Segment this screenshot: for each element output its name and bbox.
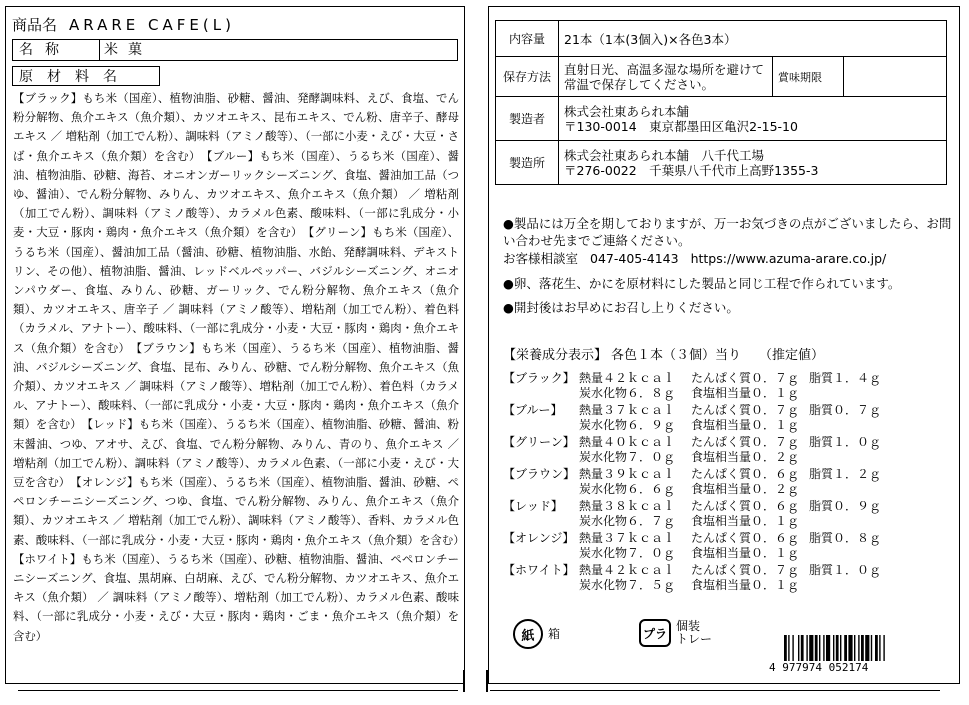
nutrition-col2	[691, 435, 809, 467]
barcode-bar	[788, 635, 789, 661]
barcode-bar	[801, 635, 804, 661]
paper-recycle-label: 箱	[548, 626, 561, 641]
nutrition-color: 【オレンジ】	[503, 531, 575, 545]
maker-name: 株式会社東あられ本舗	[564, 103, 690, 119]
contact-phone: 047-405-4143	[590, 250, 679, 266]
nutrition-serving: 各色１本（３個）当り	[611, 348, 742, 363]
nutrition-row	[503, 531, 943, 563]
barcode-bar	[865, 635, 869, 661]
barcode-bar	[823, 635, 824, 661]
nutrition-color: 【グリーン】	[503, 435, 575, 449]
ingredients-label: 原材料名	[12, 66, 160, 86]
content-value: 21本（1本(3個入)×各色3本）	[559, 21, 947, 57]
nutrition-row	[503, 435, 943, 467]
category-value: 米菓	[104, 42, 152, 58]
product-name-label: 商品名	[12, 16, 58, 34]
storage-value: 直射日光、高温多湿な場所を避けて常温で保存してください。	[559, 57, 773, 97]
nutrition-salt: 食塩相当量０．１ｇ	[691, 577, 800, 592]
barcode-bar	[833, 635, 834, 661]
nutrition-col2	[691, 371, 809, 403]
plastic-recycle-labels	[676, 620, 712, 646]
nutrition-col1	[579, 435, 691, 467]
edge-mark	[463, 670, 465, 692]
nutrition-color: 【ホワイト】	[503, 563, 575, 577]
plastic-recycle-mark	[639, 619, 712, 647]
barcode-bar	[844, 635, 847, 661]
barcode-number: 4 977974 052174	[769, 661, 869, 674]
note-after-opening: ●開封後はお早めにお召し上りください。	[503, 299, 739, 315]
nutrition-protein: たんぱく質０．６ｇ	[691, 467, 800, 481]
contact-url: https://www.azuma-arare.co.jp/	[690, 250, 887, 266]
plastic-recycle-label-tray: トレー	[676, 632, 713, 646]
nutrition-col2	[691, 403, 809, 435]
nutrition-color: 【ブルー】	[503, 403, 563, 417]
barcode-bar	[798, 635, 799, 661]
nutrition-salt: 食塩相当量０．１ｇ	[691, 513, 800, 528]
ingredients-text: 【ブラック】もち米（国産）、植物油脂、砂糖、醤油、発酵調味料、えび、食塩、でん粉分解物、魚介エキス（魚介類）、カツオエキス、昆布エキス、でん粉、唐辛子、酵母エキス ／ 増粘剤（加工でん粉）、調味料（アミノ酸等）、（一部に小麦・えび・大豆・さば・魚介エキス（魚介類）を含む） 【ブルー】もち米（国産）、うるち米（国産）、醤油、植物油脂、砂糖、海苔、オニオンガーリックシーズニング、食塩、醤油加工品（つゆ、醤油）、でん粉分解物、みりん、カツオエキス、魚介エキス（魚介類） ／ 増粘剤（加工でん粉）、調味料（アミノ酸等）、カラメル色素、酸味料、（一部に乳成分・小麦・大豆・豚肉・鶏肉・魚介エキス（魚介類）を含む） 【グリーン】もち米（国産）、うるち米（国産）、醤油加工品（醤油、砂糖、植物油脂、水飴、発酵調味料、デキストリン、その他）、植物油脂、醤油、レッドベルペッパー、バジルシーズニング、オニオンパウダー、食塩、みりん、砂糖、ガーリック、でん粉分解物、魚介エキス（魚介類）、カツオエキス、唐辛子 ／ 調味料（アミノ酸等）、増粘剤（加工でん粉）、着色料（カラメル、アナトー）、酸味料、（一部に乳成分・小麦・大豆・豚肉・鶏肉・魚介エキス（魚介類）を含む） 【ブラウン】もち米（国産）、うるち米（国産）、植物油脂、醤油、バジルシーズニング、食塩、昆布、みりん、砂糖、でん粉分解物、魚介エキス（魚介類）、カツオエキス ／ 調味料（アミノ酸等）、増粘剤（加工でん粉）、着色料（カラメル、アナトー）、酸味料、（一部に乳成分・小麦・大豆・豚肉・鶏肉・魚介エキス（魚介類）を含む） 【レッド】もち米（国産）、うるち米（国産）、植物油脂、砂糖、醤油、粉末醤油、つゆ、アオサ、えび、食塩、でん粉分解物、みりん、青のり、魚介エキス ／ 増粘剤（加工でん粉）、調味料（アミノ酸等）、カラメル色素、（一部に小麦・えび・大豆を含む） 【オレンジ】もち米（国産）、うるち米（国産）、植物油脂、醤油、砂糖、ペペロンチーニシーズニング、つゆ、食塩、でん粉分解物、みりん、魚介エキス（魚介類）、カツオエキス ／ 増粘剤（加工でん粉）、調味料（アミノ酸等）、香料、カラメル色素、酸味料、（一部に乳成分・小麦・大豆・豚肉・鶏肉・魚介エキス（魚介類）を含む） 【ホワイト】もち米（国産）、うるち米（国産）、砂糖、植物油脂、醤油、ペペロンチーニシーズニング、食塩、黒胡麻、白胡麻、えび、でん粉分解物、カツオエキス、魚介エキス（魚介類） ／ 調味料（アミノ酸等）、増粘剤（加工でん粉）、カラメル色素、酸味料、（一部に乳成分・小麦・えび・大豆・豚肉・鶏肉・ごま・魚介エキス（魚介類）を含む）	[13, 91, 471, 643]
nutrition-fat: 脂質０．９ｇ	[809, 499, 882, 513]
factory-label: 製造所	[496, 141, 559, 185]
nutrition-energy: 熱量３９ｋｃａｌ	[579, 467, 676, 481]
nutrition-fat: 脂質１．０ｇ	[809, 563, 882, 577]
best-before-label: 賞味期限	[773, 57, 844, 97]
info-panel	[488, 6, 960, 684]
nutrition-protein: たんぱく質０．７ｇ	[691, 371, 800, 385]
nutrition-protein: たんぱく質０．７ｇ	[691, 563, 800, 577]
note-inquiry: ●製品には万全を期しておりますが、万一お気づきの点がございましたら、お問い合わせ先までご連絡ください。	[503, 216, 952, 249]
factory-name: 株式会社東あられ本舗 八千代工場	[564, 147, 765, 163]
factory-row	[496, 141, 947, 185]
barcode-bar	[819, 635, 820, 661]
nutrition-row	[503, 403, 943, 435]
nutrition-carb: 炭水化物６．７ｇ	[579, 513, 676, 528]
maker-row	[496, 97, 947, 141]
maker-address: 〒130-0014 東京都墨田区亀沢2-15-10	[564, 118, 798, 134]
nutrition-row	[503, 371, 943, 403]
nutrition-col1	[579, 467, 691, 499]
nutrition-col2	[691, 563, 809, 595]
nutrition-fat: 脂質０．７ｇ	[809, 403, 882, 417]
barcode-bar	[836, 635, 839, 661]
nutrition-color: 【ブラウン】	[503, 467, 576, 481]
nutrition-protein: たんぱく質０．７ｇ	[691, 403, 800, 417]
info-table	[495, 20, 947, 185]
edge-line	[490, 690, 940, 691]
barcode-bar	[861, 635, 864, 661]
barcode-bar	[858, 635, 859, 661]
nutrition-salt: 食塩相当量０．１ｇ	[691, 385, 800, 400]
maker-label: 製造者	[496, 97, 559, 141]
nutrition-fat: 脂質１．０ｇ	[809, 435, 882, 449]
nutrition-col1	[579, 531, 691, 563]
barcode-bar	[792, 635, 793, 661]
nutrition-fat: 脂質１．４ｇ	[809, 371, 882, 385]
nutrition-color: 【ブラック】	[503, 371, 575, 385]
nutrition-col1	[579, 563, 691, 595]
contact-label: お客様相談室	[503, 250, 579, 266]
nutrition-col1	[579, 371, 691, 403]
nutrition-energy: 熱量３８ｋｃａｌ	[579, 499, 676, 513]
nutrition-salt: 食塩相当量０．２ｇ	[691, 449, 800, 464]
nutrition-carb: 炭水化物６．６ｇ	[579, 481, 676, 496]
nutrition-energy: 熱量４０ｋｃａｌ	[579, 435, 676, 449]
nutrition-protein: たんぱく質０．７ｇ	[691, 435, 800, 449]
nutrition-energy: 熱量３７ｋｃａｌ	[579, 531, 676, 545]
barcode-bar	[883, 635, 884, 661]
nutrition-carb: 炭水化物６．８ｇ	[579, 385, 676, 400]
edge-line	[18, 690, 458, 691]
barcode-bar	[871, 635, 872, 661]
nutrition-row	[503, 499, 943, 531]
content-row	[496, 21, 947, 57]
best-before-value	[844, 57, 947, 97]
edge-mark	[486, 670, 488, 692]
nutrition-carb: 炭水化物７．０ｇ	[579, 449, 676, 464]
storage-label: 保存方法	[496, 57, 559, 97]
nutrition-energy: 熱量３７ｋｃａｌ	[579, 403, 676, 417]
barcode-bar	[806, 635, 807, 661]
nutrition-note: （推定値）	[759, 348, 825, 363]
paper-recycle-mark	[513, 619, 560, 649]
nutrition-row	[503, 467, 943, 499]
nutrition-col2	[691, 531, 809, 563]
nutrition-row	[503, 563, 943, 595]
nutrition-fat: 脂質０．８ｇ	[809, 531, 882, 545]
nutrition-col2	[691, 467, 809, 499]
nutrition-col1	[579, 403, 691, 435]
nutrition-col1	[579, 499, 691, 531]
barcode-bar	[854, 635, 855, 661]
nutrition-color: 【レッド】	[503, 499, 563, 513]
nutrition-salt: 食塩相当量０．１ｇ	[691, 545, 800, 560]
nutrition-fat: 脂質１．２ｇ	[809, 467, 882, 481]
product-name-line	[12, 14, 235, 35]
content-label: 内容量	[496, 21, 559, 57]
barcode-bar	[826, 635, 830, 661]
plastic-recycle-icon: プラ	[639, 619, 671, 647]
barcode-bar	[840, 635, 841, 661]
category-row	[12, 39, 458, 61]
nutrition-table	[503, 371, 943, 595]
nutrition-title	[503, 344, 828, 363]
contact-line	[503, 250, 953, 267]
nutrition-protein: たんぱく質０．６ｇ	[691, 531, 800, 545]
nutrition-carb: 炭水化物７．５ｇ	[579, 577, 676, 592]
nutrition-salt: 食塩相当量０．１ｇ	[691, 417, 800, 432]
barcode-bar	[815, 635, 818, 661]
barcode-bar	[879, 635, 880, 661]
paper-recycle-icon: 紙	[513, 619, 543, 649]
factory-address: 〒276-0022 千葉県八千代市上高野1355-3	[564, 162, 819, 178]
nutrition-energy: 熱量４２ｋｃａｌ	[579, 563, 676, 577]
nutrition-col2	[691, 499, 809, 531]
nutrition-title-label: 【栄養成分表示】	[503, 348, 608, 363]
nutrition-salt: 食塩相当量０．２ｇ	[691, 481, 800, 496]
product-name-value: ARARE CAFE(L)	[69, 16, 235, 34]
barcode-bar	[784, 635, 787, 661]
storage-row	[496, 57, 947, 97]
note-allergen: ●卵、落花生、かにを原材料にした製品と同じ工程で作られています。	[503, 276, 901, 292]
plastic-recycle-label-item: 個装	[676, 619, 701, 633]
barcode-bar	[848, 635, 852, 661]
nutrition-carb: 炭水化物７．０ｇ	[579, 545, 676, 560]
nutrition-energy: 熱量４２ｋｃａｌ	[579, 371, 676, 385]
factory-value	[559, 141, 947, 185]
nutrition-protein: たんぱく質０．６ｇ	[691, 499, 800, 513]
nutrition-carb: 炭水化物６．９ｇ	[579, 417, 676, 432]
category-label: 名称	[13, 40, 100, 60]
barcode-bar	[875, 635, 878, 661]
maker-value	[559, 97, 947, 141]
barcode-bar	[809, 635, 813, 661]
notes	[503, 215, 953, 322]
ingredients-panel	[5, 6, 471, 684]
